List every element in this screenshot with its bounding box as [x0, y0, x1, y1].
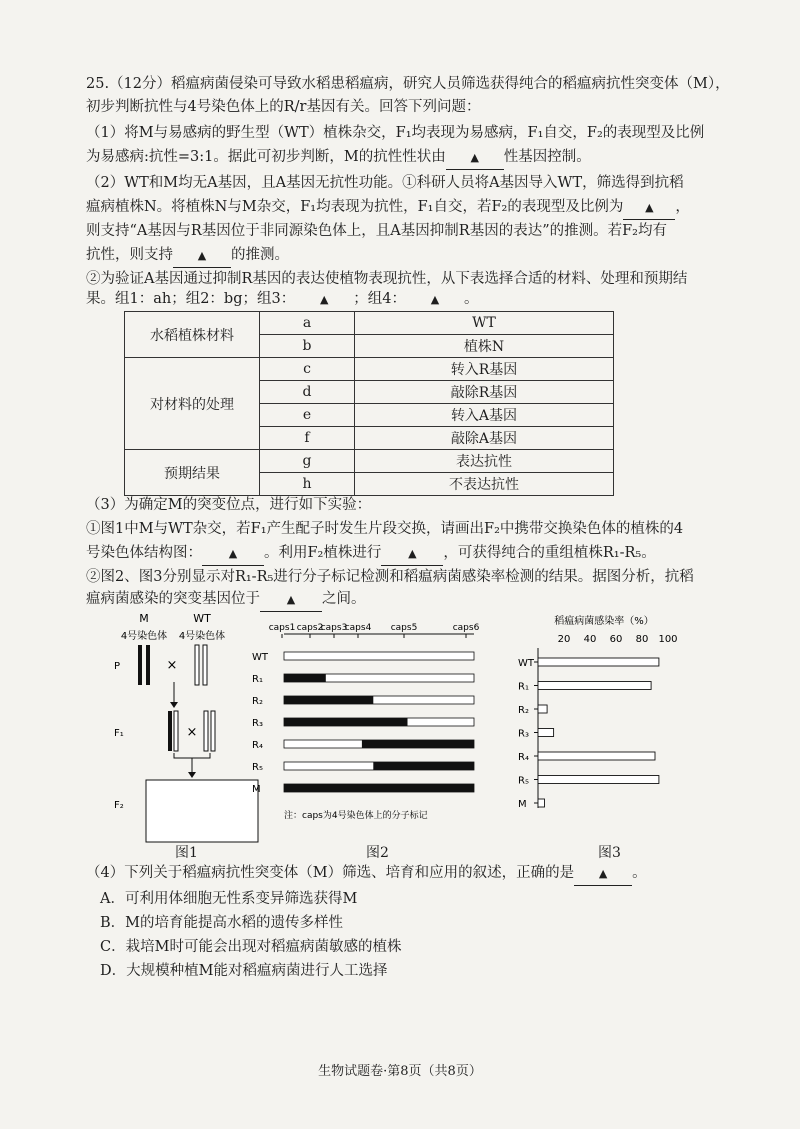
q3-line5: 瘟病菌感染的突变基因位于 ▲ 之间。	[86, 588, 722, 612]
fig1-caption: 图1	[175, 845, 198, 861]
category-label: M	[518, 799, 527, 810]
q2-line5: ②为验证A基因通过抑制R基因的表达使植物表现抗性，从下表选择合适的材料、处理和预期结	[86, 271, 688, 287]
m-chromosome-1	[138, 645, 142, 685]
category-label: R₅	[518, 775, 529, 787]
category-label: R₂	[518, 705, 529, 716]
answer-blank[interactable]: ▲	[446, 147, 504, 170]
infection-rate-bar	[538, 799, 545, 807]
fig1-cross-f1: ×	[186, 725, 198, 740]
genotype-row-label: R₂	[252, 696, 263, 707]
q2-line3: 则支持“A基因与R基因位于非同源染色体上，且A基因抑制R基因的表达”的推测。若F₂均有	[86, 223, 667, 239]
answer-blank[interactable]: ▲	[406, 289, 464, 312]
arrowhead	[170, 702, 178, 708]
table-desc: 转入R基因	[355, 358, 614, 381]
q2-line2: 瘟病植株N。将植株N与M杂交，F₁均表现为抗性，F₁自交，若F₂的表现型及比例为 ▲ ，	[86, 196, 722, 220]
q3-line4: ②图2、图3分别显示对R₁-R₅进行分子标记检测和稻瘟病菌感染率检测的结果。据图分析，抗稻	[86, 569, 694, 585]
answer-blank[interactable]: ▲	[381, 543, 443, 566]
figure-2	[252, 616, 492, 824]
caps-marker-label: caps5	[390, 623, 418, 633]
fig2-note: 注：caps为4号染色体上的分子标记	[284, 811, 428, 821]
fig2-caption: 图2	[366, 845, 389, 861]
x-tick-label: 80	[635, 634, 649, 645]
q2-line6: 果。组1：ah；组2：bg；组3： ▲ ；组4： ▲ 。	[86, 288, 722, 312]
infection-rate-bar	[538, 682, 651, 690]
option-d[interactable]: D．大规模种植M能对稻瘟病菌进行人工选择	[100, 963, 388, 979]
f1-chromosome-wt	[174, 711, 178, 751]
q3-line2: ①图1中M与WT杂交，若F₁产生配子时发生片段交换，请画出F₂中携带交换染色体的植株的4	[86, 521, 684, 537]
arrowhead	[188, 772, 196, 778]
x-tick-label: 100	[658, 634, 678, 645]
fig1-f1-label: F₁	[114, 728, 124, 739]
fig3-caption: 图3	[598, 845, 621, 861]
genotype-row-label: R₅	[252, 762, 263, 773]
page-footer: 生物试题卷·第8页（共8页）	[318, 1064, 482, 1079]
infection-rate-bar	[538, 705, 547, 713]
caps-marker-label: caps2	[296, 623, 324, 633]
fig1-cross-p: ×	[166, 658, 178, 673]
table-group-header: 对材料的处理	[125, 358, 260, 450]
f1-chromosome-wt-3	[211, 711, 215, 751]
answer-blank[interactable]: ▲	[173, 245, 231, 268]
answer-blank[interactable]: ▲	[202, 543, 264, 566]
caps-marker-label: caps3	[320, 623, 348, 633]
category-label: R₃	[518, 728, 529, 740]
table-code: d	[260, 381, 355, 404]
genotype-row-label: M	[252, 784, 261, 795]
caps-marker-label: caps6	[452, 623, 480, 633]
f2-drawing-box[interactable]	[146, 780, 258, 842]
infection-rate-bar	[538, 776, 659, 784]
chart-title: 稻瘟病菌感染率（%）	[554, 616, 654, 627]
m-chromosome-2	[146, 645, 150, 685]
q2-line4: 抗性，则支持 ▲ 的推测。	[86, 244, 722, 268]
mutant-segment	[362, 740, 474, 748]
table-code: f	[260, 427, 355, 450]
answer-blank[interactable]: ▲	[260, 589, 322, 612]
table-code: h	[260, 473, 355, 496]
question-stem-line1: 25.（12分）稻瘟病菌侵染可导致水稻患稻瘟病，研究人员筛选获得纯合的稻瘟病抗性突变体（M），	[86, 76, 730, 92]
table-desc: 不表达抗性	[355, 473, 614, 496]
table-desc: 植株N	[355, 335, 614, 358]
category-label: R₄	[518, 752, 529, 763]
mutant-segment	[373, 762, 474, 770]
x-tick-label: 20	[557, 634, 571, 645]
option-c[interactable]: C．栽培M时可能会出现对稻瘟病菌敏感的植株	[100, 939, 402, 955]
answer-blank[interactable]: ▲	[623, 197, 675, 220]
chromosome-bar	[284, 652, 474, 660]
table-desc: 敲除R基因	[355, 381, 614, 404]
caps-marker-label: caps4	[344, 623, 372, 633]
q2-line1: （2）WT和M均无A基因，且A基因无抗性功能。①科研人员将A基因导入WT，筛选得到抗稻	[86, 175, 684, 191]
table-group-header: 水稻植株材料	[125, 312, 260, 358]
figure-3-chart	[500, 612, 690, 812]
infection-rate-bar	[538, 658, 659, 666]
answer-blank[interactable]: ▲	[295, 289, 353, 312]
fig1-m-chrom-label: 4号染色体	[120, 631, 168, 642]
mutant-segment	[284, 696, 373, 704]
fig1-wt-chrom-label: 4号染色体	[178, 631, 226, 642]
fig1-wt-label: WT	[193, 612, 211, 625]
options-table	[124, 311, 614, 496]
fig1-m-label: M	[139, 612, 149, 625]
fig1-f2-label: F₂	[114, 800, 124, 811]
question-stem-line2: 初步判断抗性与4号染色体上的R/r基因有关。回答下列问题：	[86, 99, 481, 115]
caps-marker-label: caps1	[268, 623, 296, 633]
genotype-row-label: R₃	[252, 718, 263, 729]
option-a[interactable]: A．可利用体细胞无性系变异筛选获得M	[100, 891, 358, 907]
genotype-row-label: WT	[252, 652, 268, 663]
infection-rate-bar	[538, 729, 554, 737]
f1-chromosome-wt-2	[204, 711, 208, 751]
option-b[interactable]: B．M的培育能提高水稻的遗传多样性	[100, 915, 344, 931]
q3-line3: 号染色体结构图： ▲ 。利用F₂植株进行 ▲ ，可获得纯合的重组植株R₁-R₅。	[86, 542, 722, 566]
category-label: R₁	[518, 681, 529, 693]
answer-blank[interactable]: ▲	[574, 863, 632, 886]
category-label: WT	[518, 658, 534, 669]
f1-chromosome-m	[168, 711, 172, 751]
mutant-segment	[284, 674, 326, 682]
q1-line1: （1）将M与易感病的野生型（WT）植株杂交，F₁均表现为易感病，F₁自交，F₂的表现型及比例	[86, 125, 705, 141]
wt-chromosome-2	[203, 645, 207, 685]
figure-1	[106, 612, 276, 850]
q3-line1: （3）为确定M的突变位点，进行如下实验：	[86, 497, 372, 513]
table-code: a	[260, 312, 355, 335]
table-desc: WT	[355, 312, 614, 335]
q4-line1: （4）下列关于稻瘟病抗性突变体（M）筛选、培育和应用的叙述，正确的是 ▲ 。	[86, 862, 722, 886]
table-code: b	[260, 335, 355, 358]
table-group-header: 预期结果	[125, 450, 260, 496]
genotype-row-label: R₄	[252, 740, 263, 751]
q1-line2: 为易感病:抗性=3:1。据此可初步判断，M的抗性性状由 ▲ 性基因控制。	[86, 146, 722, 170]
table-desc: 敲除A基因	[355, 427, 614, 450]
table-desc: 表达抗性	[355, 450, 614, 473]
mutant-segment	[284, 718, 408, 726]
fig1-p-label: P	[114, 661, 121, 672]
x-tick-label: 60	[609, 634, 623, 645]
table-code: g	[260, 450, 355, 473]
x-tick-label: 40	[583, 634, 597, 645]
table-code: c	[260, 358, 355, 381]
f1-cross-arrow	[174, 753, 210, 758]
table-desc: 转入A基因	[355, 404, 614, 427]
infection-rate-bar	[538, 752, 655, 760]
mutant-segment	[284, 784, 474, 792]
genotype-row-label: R₁	[252, 674, 263, 685]
wt-chromosome-1	[195, 645, 199, 685]
table-code: e	[260, 404, 355, 427]
